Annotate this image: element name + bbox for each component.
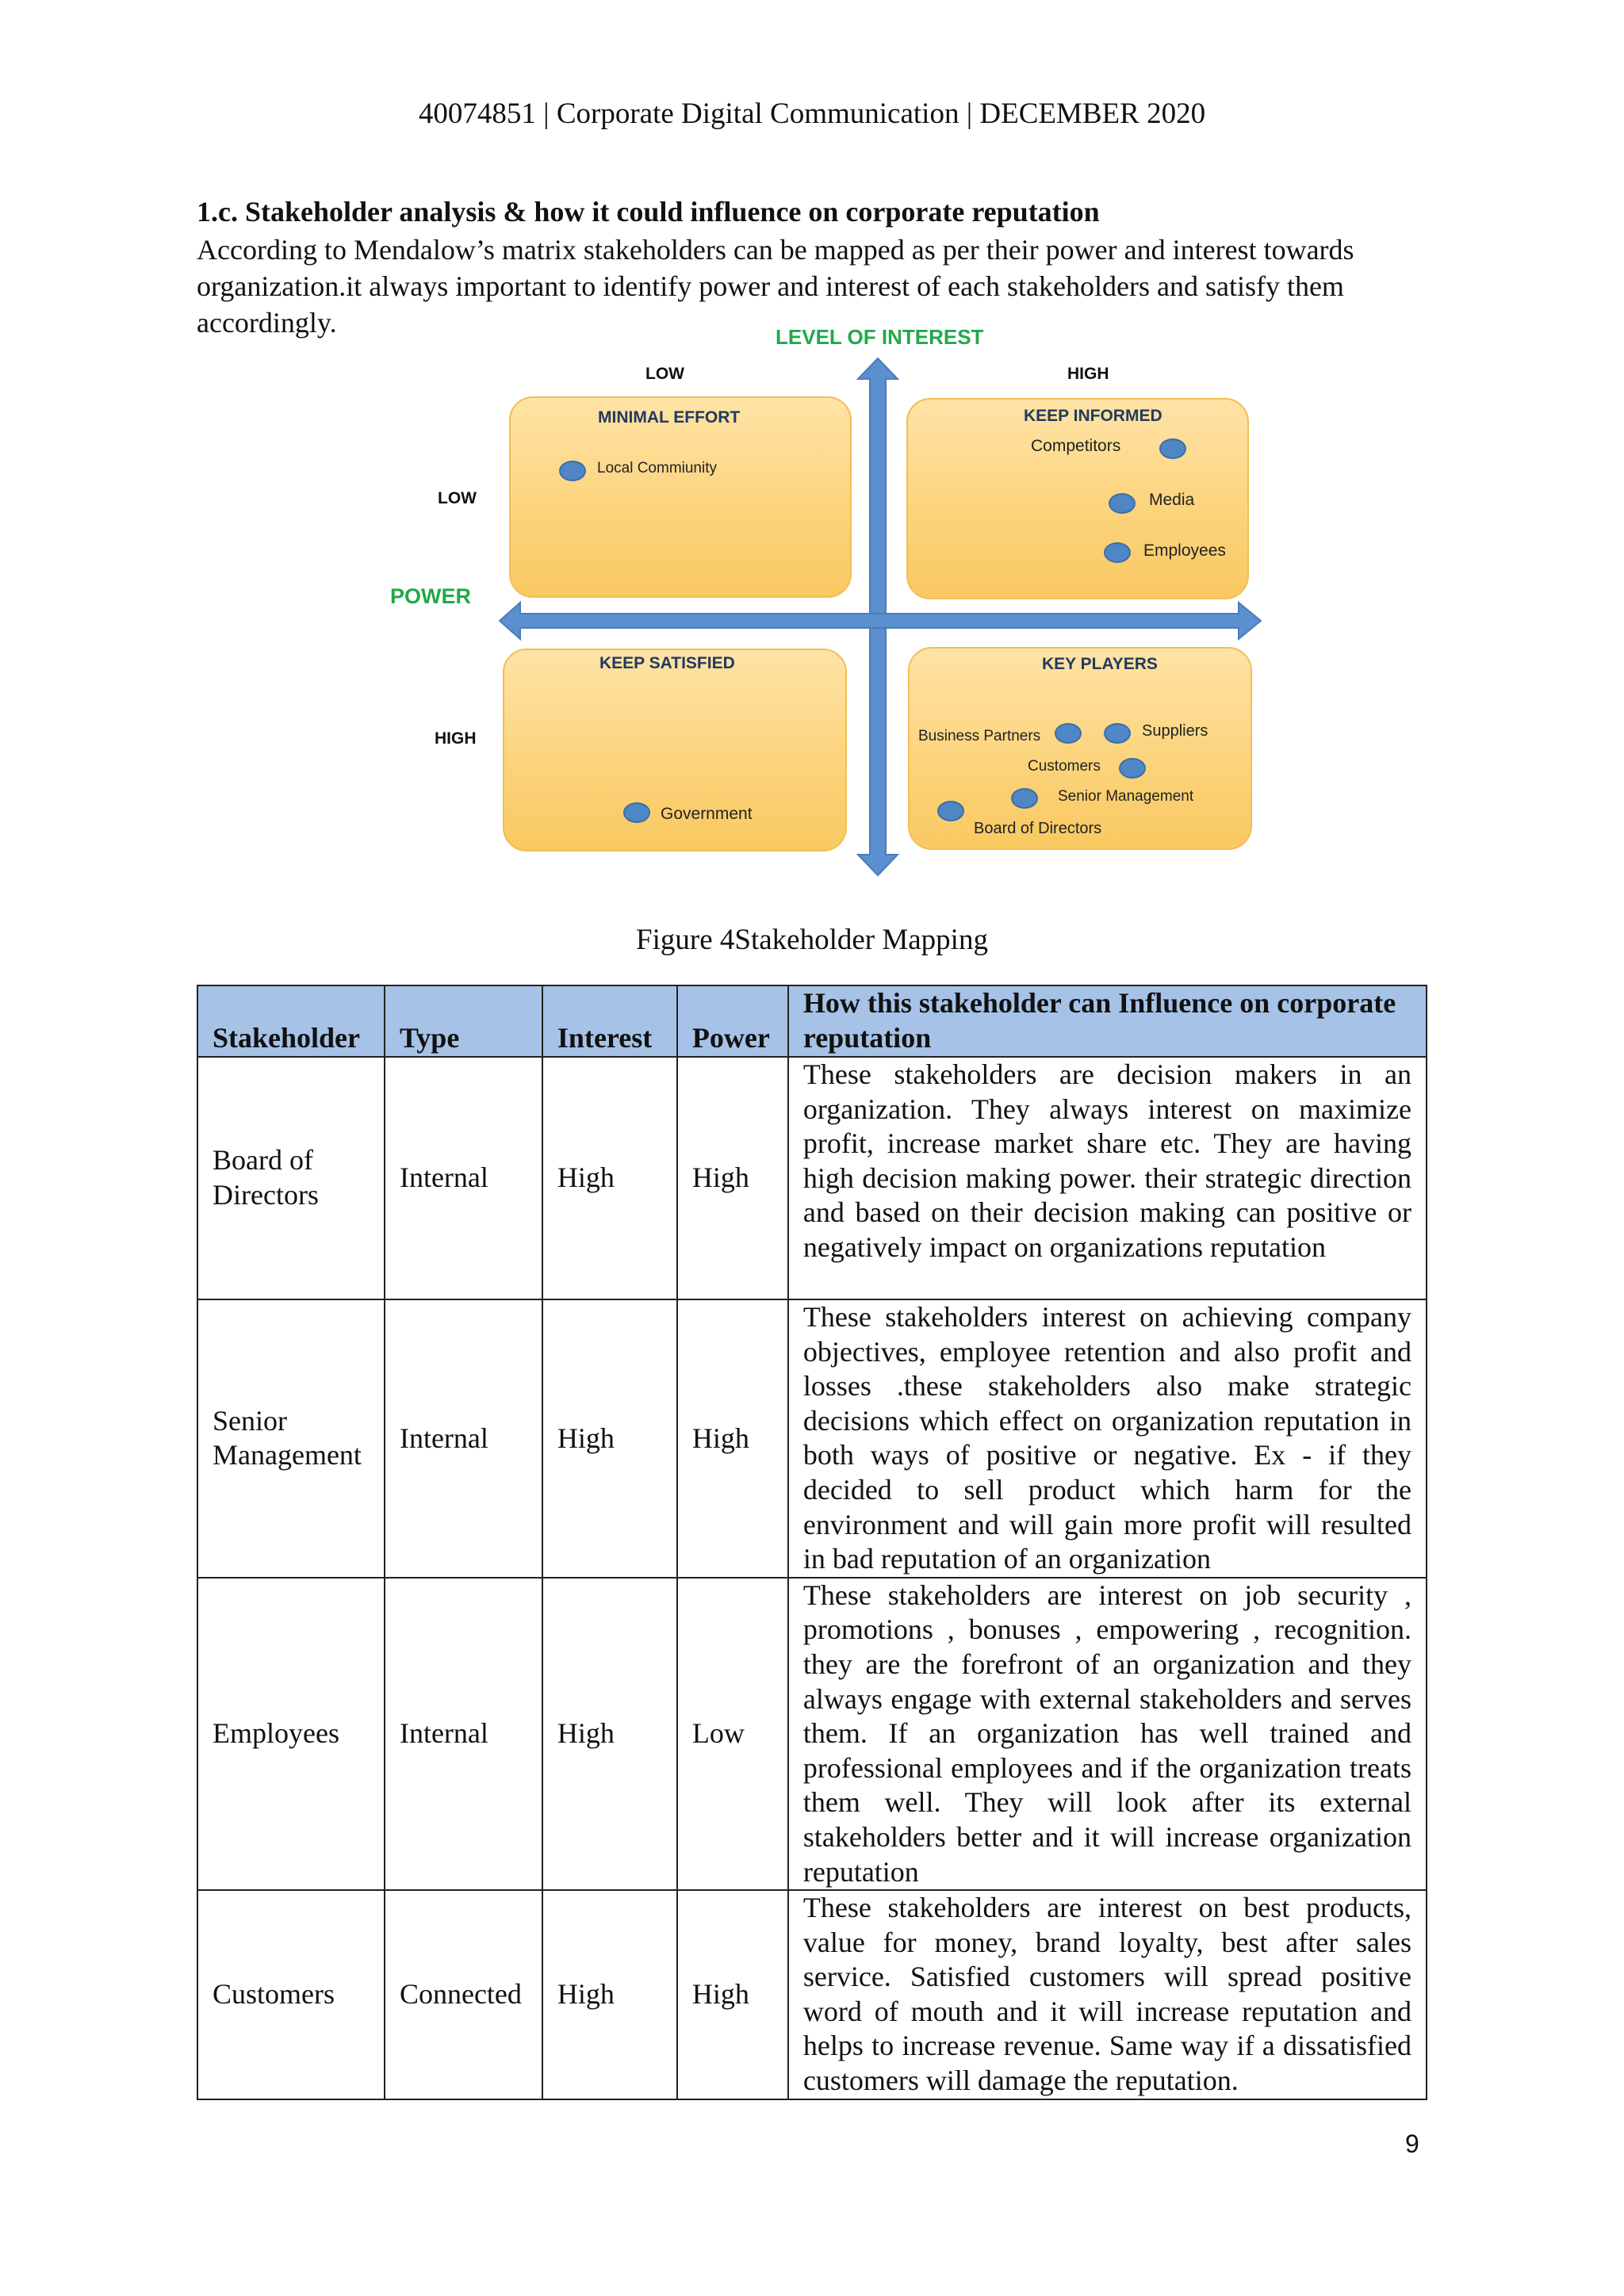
stakeholder-employees: Employees	[1143, 541, 1226, 560]
column-header-interest: Interest	[542, 985, 677, 1057]
cell-influence: These stakeholders interest on achieving company objectives, employee retention and also profit and losses .these stakeholders also make strategic decisions which effect on organization reputation in both ways of positive or negative. Ex - if they decided to sell product which harm for the environment and will gain more profit will resulted in bad reputation of an organization	[788, 1299, 1427, 1578]
table-row	[197, 1890, 1427, 2099]
table-row	[197, 1299, 1427, 1578]
stakeholder-senior-management: Senior Management	[1058, 788, 1194, 805]
cell-interest: High	[542, 1299, 677, 1578]
stakeholder-competitors: Competitors	[1031, 437, 1121, 455]
column-header-stakeholder: Stakeholder	[197, 985, 385, 1057]
cell-stakeholder: Customers	[197, 1890, 385, 2099]
power-axis-label: POWER	[390, 584, 472, 608]
matrix-axes	[0, 0, 1624, 888]
cell-influence: These stakeholders are interest on job security , promotions , bonuses , empowering , recognition. they are the forefront of an organization and they always engage with external stakeholders and serves them. If an organization has well trained and professional employees and if the organization treats them well. They will look after its external stakeholders better and it will increase organization reputation	[788, 1578, 1427, 1890]
intro-line: organization.it always important to identify power and interest of each stakeholders and satisfy them	[197, 270, 1344, 302]
quadrant-title: KEEP SATISFIED	[599, 654, 735, 672]
stakeholder-suppliers: Suppliers	[1142, 722, 1208, 740]
cell-stakeholder: Senior Management	[197, 1299, 385, 1578]
column-header-power: Power	[677, 985, 788, 1057]
quadrant-title: KEEP INFORMED	[1024, 407, 1162, 425]
cell-power: High	[677, 1890, 788, 2099]
cell-type: Internal	[385, 1299, 542, 1578]
stakeholder-government: Government	[661, 805, 753, 823]
cell-interest: High	[542, 1057, 677, 1299]
page-header: 40074851 | Corporate Digital Communication | DECEMBER 2020	[418, 98, 1206, 130]
cell-type: Internal	[385, 1057, 542, 1299]
interest-high-label: HIGH	[1067, 365, 1109, 383]
cell-type: Internal	[385, 1578, 542, 1890]
cell-interest: High	[542, 1578, 677, 1890]
cell-stakeholder: Employees	[197, 1578, 385, 1890]
quadrant-title: MINIMAL EFFORT	[598, 408, 741, 427]
cell-stakeholder: Board of Directors	[197, 1057, 385, 1299]
stakeholder-media: Media	[1149, 491, 1195, 509]
stakeholder-local-community: Local Commiunity	[597, 460, 717, 476]
stakeholder-table	[197, 985, 1427, 2100]
cell-power: Low	[677, 1578, 788, 1890]
table-header-row	[197, 985, 1427, 1057]
quadrant-title: KEY PLAYERS	[1042, 655, 1158, 673]
power-high-label: HIGH	[435, 729, 477, 748]
figure-caption: Figure 4Stakeholder Mapping	[636, 924, 988, 956]
interest-low-label: LOW	[645, 365, 684, 383]
cell-power: High	[677, 1057, 788, 1299]
stakeholder-matrix	[0, 0, 1624, 888]
cell-power: High	[677, 1299, 788, 1578]
power-low-label: LOW	[438, 489, 477, 507]
stakeholder-business-partners: Business Partners	[918, 728, 1041, 744]
section-title: 1.c. Stakeholder analysis & how it could influence on corporate reputation	[197, 196, 1100, 228]
cell-influence: These stakeholders are decision makers in an organization. They always interest on maximize profit, increase market share etc. They are having high decision making power. their strategic direction and based on their decision making can positive or negatively impact on organizations reputation	[788, 1057, 1427, 1299]
cell-type: Connected	[385, 1890, 542, 2099]
table-row	[197, 1578, 1427, 1890]
stakeholder-customers: Customers	[1028, 758, 1101, 775]
intro-line: According to Mendalow’s matrix stakeholders can be mapped as per their power and interest towards	[197, 234, 1354, 266]
page-number: 9	[1405, 2130, 1419, 2158]
column-header-influence: How this stakeholder can Influence on corporate reputation	[788, 985, 1427, 1057]
intro-line: accordingly.	[197, 307, 337, 339]
interest-axis-label: LEVEL OF INTEREST	[776, 325, 984, 349]
column-header-type: Type	[385, 985, 542, 1057]
stakeholder-board-of-directors: Board of Directors	[974, 820, 1102, 837]
table-row	[197, 1057, 1427, 1299]
cell-influence: These stakeholders are interest on best products, value for money, brand loyalty, best after sales service. Satisfied customers will spread positive word of mouth and it will increase reputation and helps to increase revenue. Same way if a dissatisfied customers will damage the reputation.	[788, 1890, 1427, 2099]
cell-interest: High	[542, 1890, 677, 2099]
